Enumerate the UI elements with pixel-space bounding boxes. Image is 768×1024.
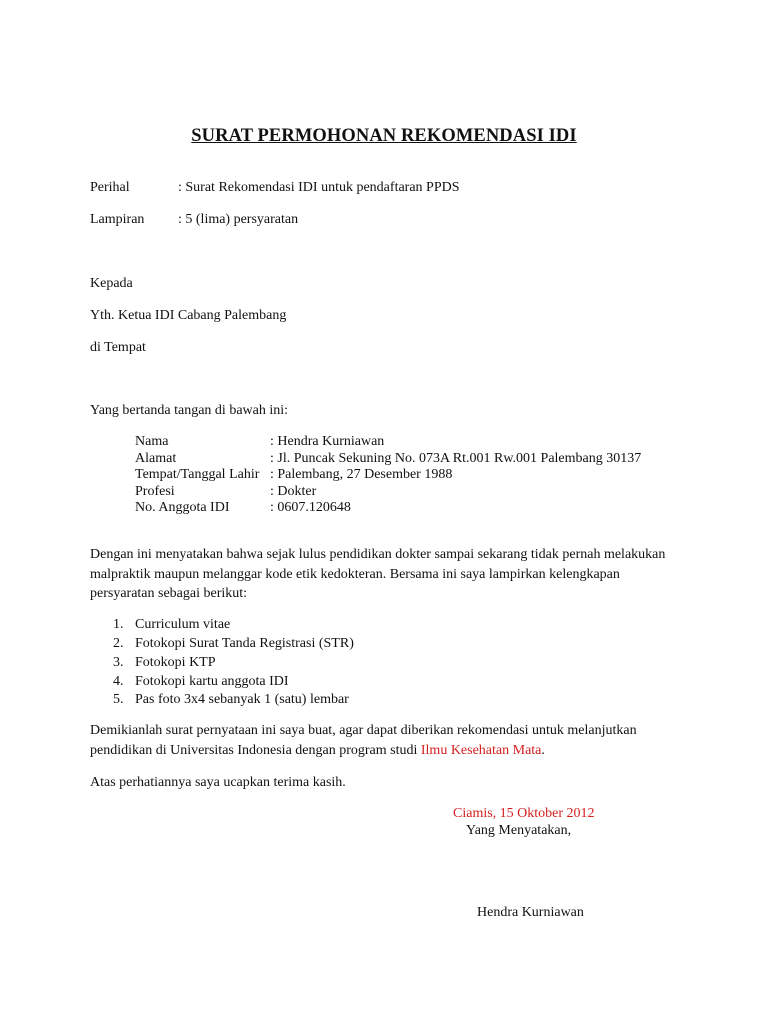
statement-line: malpraktik maupun melanggar kode etik kedokteran. Bersama ini saya lampirkan kelengkapan (90, 567, 620, 582)
identity-value: : Hendra Kurniawan (270, 434, 385, 449)
identity-value: : Dokter (270, 484, 317, 499)
closing-line-start: pendidikan di Universitas Indonesia dengan program studi (90, 743, 421, 758)
study-program-highlight: Ilmu Kesehatan Mata (420, 743, 542, 758)
lampiran-label: Lampiran (90, 212, 145, 227)
identity-label: Profesi (135, 484, 175, 499)
signature-place-date: Ciamis, 15 Oktober 2012 (453, 806, 595, 821)
statement-line: Dengan ini menyatakan bahwa sejak lulus pendidikan dokter sampai sekarang tidak pernah melakukan (90, 547, 666, 562)
recipient-name: Yth. Ketua IDI Cabang Palembang (90, 308, 287, 323)
list-text: Curriculum vitae (135, 617, 231, 632)
perihal-label: Perihal (90, 180, 130, 195)
identity-label: No. Anggota IDI (135, 500, 230, 515)
list-text: Fotokopi KTP (135, 655, 216, 670)
identity-label: Nama (135, 434, 169, 449)
list-number: 5. (113, 692, 124, 707)
list-number: 1. (113, 617, 124, 632)
identity-label: Tempat/Tanggal Lahir (135, 467, 260, 482)
recipient-kepada: Kepada (90, 276, 133, 291)
identity-label: Alamat (135, 451, 177, 466)
closing-line: Demikianlah surat pernyataan ini saya buat, agar dapat diberikan rekomendasi untuk melanjutkan (90, 723, 637, 738)
letter-title: SURAT PERMOHONAN REKOMENDASI IDI (191, 126, 577, 146)
list-text: Fotokopi kartu anggota IDI (135, 674, 289, 689)
intro-text: Yang bertanda tangan di bawah ini: (90, 403, 289, 418)
list-number: 3. (113, 655, 124, 670)
closing-line (90, 743, 680, 759)
identity-value: : Palembang, 27 Desember 1988 (270, 467, 453, 482)
signature-name: Hendra Kurniawan (477, 905, 584, 920)
lampiran-value: : 5 (lima) persyaratan (178, 212, 299, 227)
list-number: 4. (113, 674, 124, 689)
list-text: Fotokopi Surat Tanda Registrasi (STR) (135, 636, 354, 651)
list-text: Pas foto 3x4 sebanyak 1 (satu) lembar (135, 692, 349, 707)
thanks-text: Atas perhatiannya saya ucapkan terima kasih. (90, 775, 346, 790)
statement-line: persyaratan sebagai berikut: (90, 586, 248, 601)
identity-value: : 0607.120648 (270, 500, 351, 515)
identity-value: : Jl. Puncak Sekuning No. 073A Rt.001 Rw.001 Palembang 30137 (270, 451, 642, 466)
signature-statement: Yang Menyatakan, (466, 823, 572, 838)
perihal-value: : Surat Rekomendasi IDI untuk pendaftaran PPDS (178, 180, 460, 195)
recipient-place: di Tempat (90, 340, 146, 355)
list-number: 2. (113, 636, 124, 651)
closing-line-end: . (541, 743, 545, 758)
